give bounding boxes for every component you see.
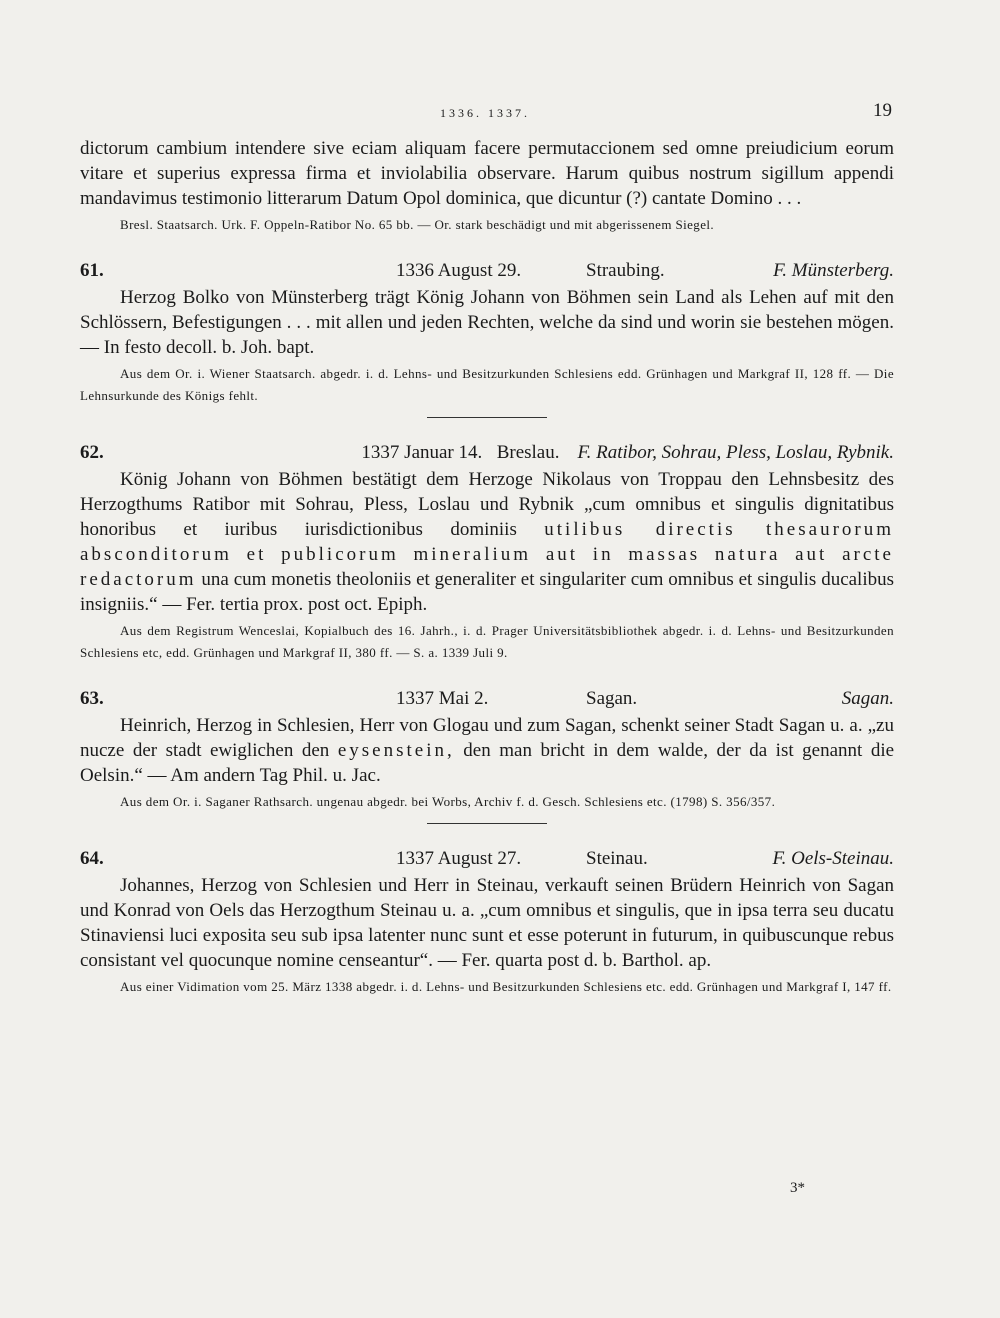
entry-source: Aus dem Registrum Wenceslai, Kopialbuch des 16. Jahrh., i. d. Prager Universitätsbibliothek abgedr. i. d. Lehns- und Besitzurkunden Schlesiens etc, edd. Grünhagen und Markgraf II, 380 ff. — S. a. 1339 Juli 9. (80, 623, 894, 660)
entry-text: Herzog Bolko von Münsterberg trägt König Johann von Böhmen sein Land als Lehen auf mit den Schlössern, Befestigungen . . . mit allen und jeden Rechten, welche da sind und worin sie bestehen mögen. — In festo decoll. b. Joh. bapt. (80, 287, 894, 358)
separator-rule (427, 823, 547, 824)
entry-place: Straubing. (586, 260, 665, 281)
entry-62 (80, 442, 894, 664)
signature-mark: 3* (790, 1180, 805, 1196)
entry-heading (80, 848, 894, 870)
entry-text (80, 713, 894, 788)
intro-source: Bresl. Staatsarch. Urk. F. Oppeln-Ratibor No. 65 bb. — Or. stark beschädigt und mit abgerissenem Siegel. (120, 217, 715, 232)
entry-text-part: una cum monetis theoloniis et generaliter et singulariter cum omnibus et singulis ducalibus insigniis.“ — Fer. tertia prox. post oct. Epiph. (80, 569, 895, 615)
entry-place: Steinau. (586, 848, 648, 869)
entry-text-spaced: utilibus directis thesaurorum absconditorum et publicorum mineralium aut in massas natura aut arcte redactorum (80, 519, 895, 590)
entry-place: Breslau. (496, 442, 560, 463)
running-header: 1336. 1337. (440, 106, 530, 120)
entry-source: Aus dem Or. i. Wiener Staatsarch. abgedr. i. d. Lehns- und Besitzurkunden Schlesiens edd. Grünhagen und Markgraf II, 128 ff. — Die Lehnsurkunde des Königs fehlt. (80, 366, 894, 403)
page-number: 19 (873, 100, 892, 121)
entry-text (80, 467, 894, 617)
entry-date: 1337 Januar 14. (361, 442, 483, 463)
entry-64 (80, 848, 894, 998)
entry-place: Sagan. (586, 688, 638, 709)
separator-rule (427, 417, 547, 418)
intro-text: dictorum cambium intendere sive eciam aliquam facere permutaccionem sed omne preiudicium eorum vitare et superius expressa firma et inviolabilia observare. Harum quibus nostrum sigillum appendi mandavimus testimonio litterarum Datum Opol dominica, que dicuntur (?) cantate Domino . . . (80, 138, 894, 209)
entry-number: 62. (80, 442, 104, 463)
entry-heading (80, 688, 894, 710)
entry-text-spaced: eysenstein, (337, 740, 455, 761)
entry-number: 63. (80, 688, 104, 709)
entry-source: Aus einer Vidimation vom 25. März 1338 abgedr. i. d. Lehns- und Besitzurkunden Schlesiens etc. edd. Grünhagen und Markgraf I, 147 ff. (120, 979, 892, 994)
entry-number: 64. (80, 848, 104, 869)
entry-text-part: König Johann von Böhmen bestätigt dem Herzoge Nikolaus von Troppau den Lehnsbesitz des Herzogthums Ratibor mit Sohrau, Pless, Loslau und Rybnik „cum omnibus et singulis dignitatibus honoribus et iuribus iurisdictionibus dominiis (80, 469, 894, 540)
entry-text-part: Heinrich, Herzog in Schlesien, Herr von Glogau und zum Sagan, schenkt seiner Stadt Sagan u. a. „zu nucze der stadt ewiglichen den (80, 715, 894, 761)
entry-63 (80, 688, 894, 824)
entry-text-part: den man bricht in dem walde, der da ist genannt die Oelsin.“ — Am andern Tag Phil. u. Jac. (80, 740, 895, 786)
page-body (80, 136, 894, 998)
entry-heading (80, 260, 894, 282)
entry-title: Sagan. (841, 688, 894, 709)
entry-title: F. Oels-Steinau. (772, 848, 894, 869)
entry-text: Johannes, Herzog von Schlesien und Herr in Steinau, verkauft seinen Brüdern Heinrich von Sagan und Konrad von Oels das Herzogthum Steinau u. a. „cum omnibus et singulis, que in ipsa terra seu ducatu Stinaviensi luci exposita seu sub ipsa latenter nunc sunt et esse poterunt in futurum, in quibuscunque rebus consistant vel quocunque nomine censeantur“. — Fer. quarta post d. b. Barthol. ap. (80, 875, 894, 971)
entry-date: 1336 August 29. (396, 260, 522, 281)
entry-number: 61. (80, 260, 104, 281)
entry-61 (80, 260, 894, 418)
entry-title: F. Ratibor, Sohrau, Pless, Loslau, Rybnik. (577, 442, 894, 463)
entry-source: Aus dem Or. i. Saganer Rathsarch. ungenau abgedr. bei Worbs, Archiv f. d. Gesch. Schlesiens etc. (1798) S. 356/357. (120, 794, 776, 809)
entry-date: 1337 August 27. (396, 848, 522, 869)
entry-date: 1337 Mai 2. (396, 688, 489, 709)
entry-heading (80, 442, 894, 464)
entry-title: F. Münsterberg. (773, 260, 894, 281)
